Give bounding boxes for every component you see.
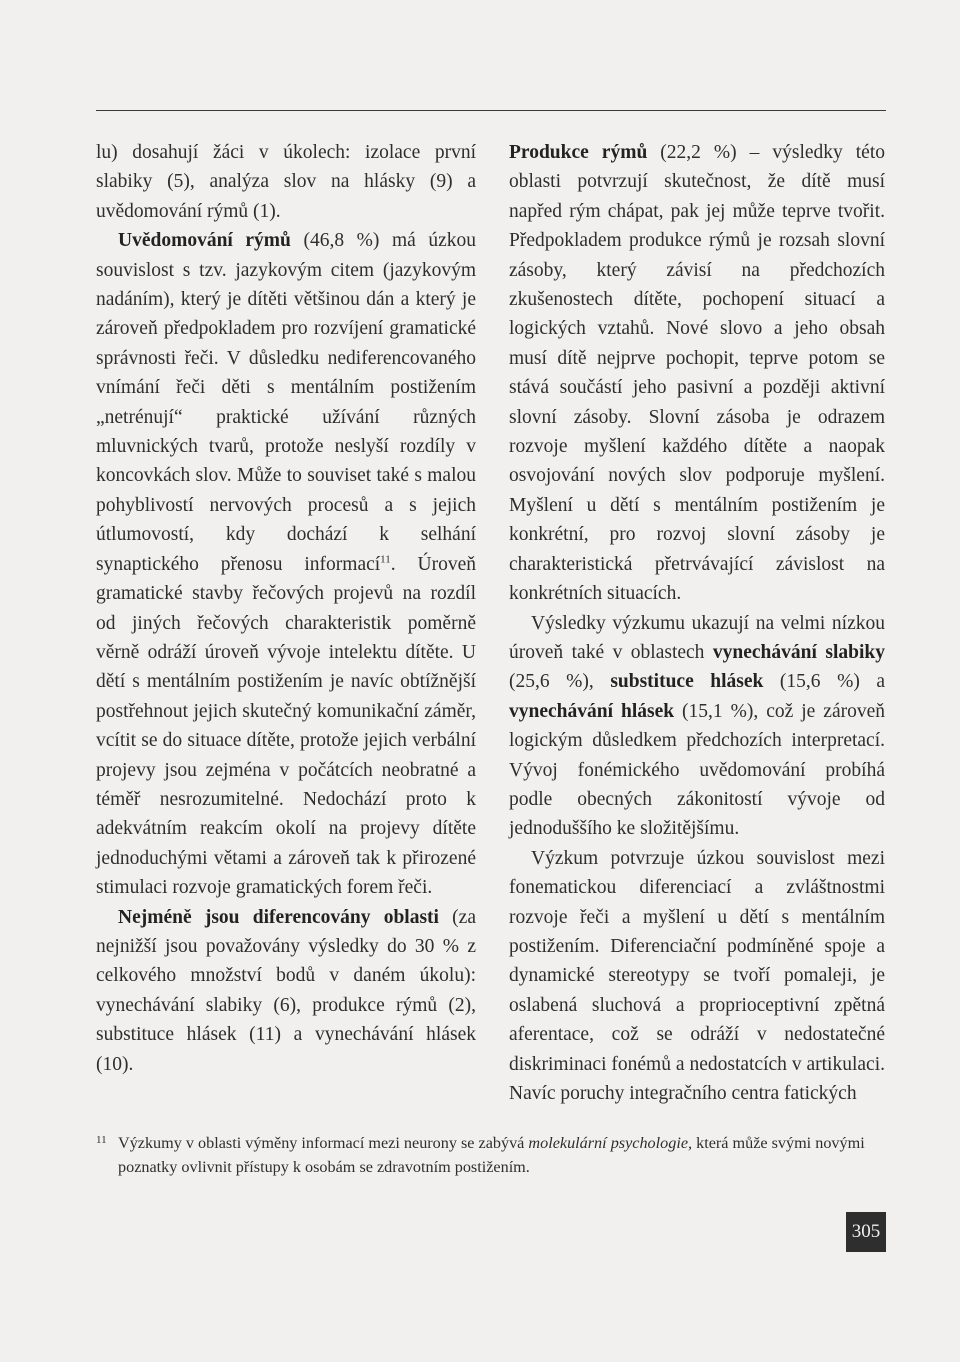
term-phoneme-substitution: substituce hlásek (610, 671, 764, 693)
right-paragraph-2-text-d: (15,6 %) a (763, 671, 886, 693)
right-paragraph-2-text-e: (15,1 %), což je zároveň logickým důsledkem předchozích interpretací. Vývoj fonémického uvědomování probíhá podle obecných zákonitostí vývoje od jednoduššího ke složitějšímu. (509, 700, 885, 840)
footnote-text (118, 1131, 886, 1179)
footnote (96, 1131, 886, 1179)
left-paragraph-2-end: . Úroveň gramatické stavby řečových projevů na rozdíl od jiných řečových charakteristik poměrně věrně odráží úroveň vývoje intelektu dítěte. U dětí s mentálním postižením je navíc obtížnější postřehnout jejich skutečný komunikační záměr, vcítit se do situace dítěte, protože jejich verbální projevy jsou zejména v počátcích neobratné a téměř nesrozumitelné. Nedochází proto k adekvátním reakcím okolí na projevy dítěte jednoduchými větami a zároveň tak k přirozené stimulaci rozvoje gramatických forem řeči. (96, 553, 476, 899)
page-number: 305 (846, 1212, 886, 1252)
right-column (509, 138, 885, 1108)
right-paragraph-3: Výzkum potvrzuje úzkou souvislost mezi fonematickou diferenciací a zvláštnostmi rozvoje řeči a myšlení u dětí s mentálním postižením. Diferenciační podmíněné spoje a dynamické stereotypy se tvoří pomaleji, je oslabená sluchová a proprioceptivní zpětná aferentace, což se odráží v nedostatečné diskriminaci fonémů a nedostatcích v artikulaci. Navíc poruchy integračního centra fatických (509, 847, 885, 1104)
right-paragraph-1-text: (22,2 %) – výsledky této oblasti potvrzují skutečnost, že dítě musí napřed rým chápat, pak jej může teprve tvořit. Předpokladem produkce rýmů je rozsah slovní zásoby, který závisí na předchozích zkušenostech dítěte, pochopení situací a logických vztahů. Nové slovo a jeho obsah musí dítě nejprve pochopit, teprve potom se stává součástí jeho pasivní a později aktivní slovní zásoby. Slovní zásoba je odrazem rozvoje myšlení každého dítěte a naopak osvojování nových slov podporuje myšlení. Myšlení u dětí s mentálním postižením je konkrétní, pro rozvoj slovní zásoby je charakteristická přetrvávající závislost na konkrétních situacích. (509, 142, 885, 605)
right-paragraph-1 (509, 138, 885, 609)
left-paragraph-2-text: (46,8 %) má úzkou souvislost s tzv. jazykovým citem (jazykovým nadáním), který je dítěti většinou dán a který je zároveň předpokladem pro rozvíjení gramatické správnosti řeči. V důsledku nediferencovaného vnímání řeči děti s mentálním postižením „netrénují“ praktické užívání různých mluvnických tvarů, protože neslyší rozdíly v koncovkách slov. Může to souviset také s malou pohyblivostí nervových procesů a s jejich útlumovostí, kdy dochází k selhání synaptického přenosu informací (96, 230, 476, 575)
footnote-text-b: která může svými novými poznatky ovlivnit přístupy k osobám se zdravotním postižením. (118, 1134, 865, 1176)
heading-rhyme-awareness: Uvědomování rýmů (118, 230, 291, 252)
right-paragraph-2 (509, 609, 885, 844)
right-paragraph-2-text-c: (25,6 %), (509, 671, 611, 693)
term-phoneme-omission: vynechávání hlásek (509, 700, 675, 722)
left-paragraph-3-text: (za nejnižší jsou považovány výsledky do 30 % z celkového množství bodů v daném úkolu): vynechávání slabiky (6), produkce rýmů (2), substituce hlásek (11) a vynechávání hlásek (10). (96, 906, 476, 1075)
footnote-mark: 11 (96, 1134, 107, 1146)
right-paragraph-2-text-a: Výsledky výzkumu ukazují na velmi nízkou úroveň také v oblastech (509, 612, 885, 663)
left-paragraph-2 (96, 226, 476, 902)
term-syllable-omission: vynechávání slabiky (712, 641, 885, 663)
header-rule (96, 110, 886, 111)
left-paragraph-3 (96, 903, 476, 1079)
heading-rhyme-production: Produkce rýmů (509, 142, 648, 163)
footnote-text-a: Výzkumy v oblasti výměny informací mezi neurony se zabývá (118, 1134, 529, 1152)
left-paragraph-1: lu) dosahují žáci v úkolech: izolace první slabiky (5), analýza slov na hlásky (9) a uvědomování rýmů (1). (96, 142, 476, 222)
footnote-italic-term: molekulární psychologie, (528, 1134, 693, 1152)
footnote-reference: 11 (380, 553, 391, 566)
heading-least-differentiated: Nejméně jsou diferencovány oblasti (118, 906, 439, 928)
left-column (96, 138, 476, 1079)
